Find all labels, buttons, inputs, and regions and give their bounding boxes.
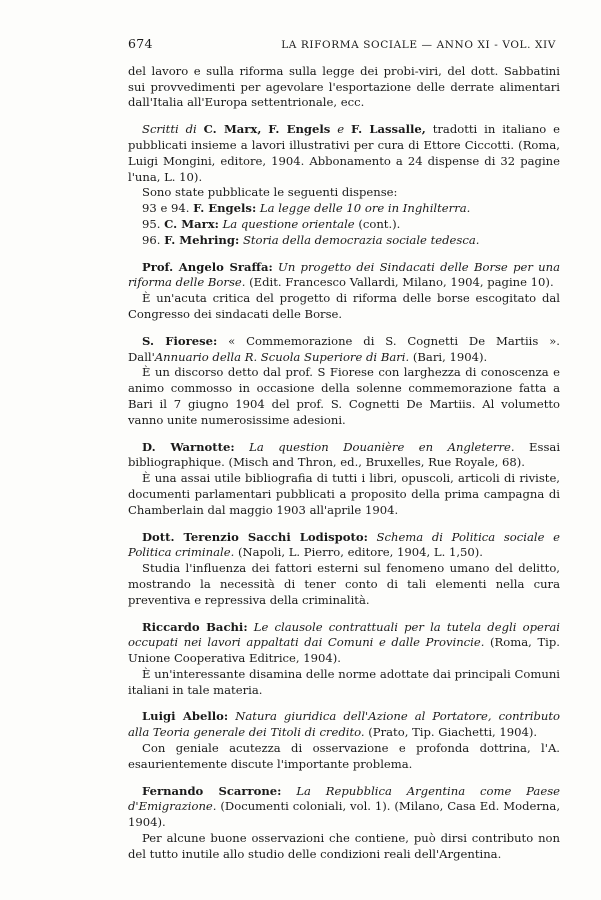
entry-publication: (Bari, 1904). xyxy=(412,349,488,364)
entry-sacchi xyxy=(128,530,560,609)
list-item xyxy=(128,217,560,233)
item-number: 93 e 94. xyxy=(142,201,190,216)
entry-abello xyxy=(128,709,560,772)
entry-body: È una assai utile bibliografia di tutti i libri, opuscoli, articoli di riviste, documenti parlamentari pubblicati a proposito della prima campagna di Chamberlain dal maggio 1903 all'aprile 1904. xyxy=(128,471,560,517)
entry-title-prefix: Scritti di xyxy=(142,122,197,137)
entry-warnotte xyxy=(128,440,560,519)
page-number: 674 xyxy=(128,36,153,51)
entry-fiorese xyxy=(128,334,560,429)
entry-heading xyxy=(128,784,560,831)
entry-author: Dott. Terenzio Sacchi Lodispoto: xyxy=(142,529,368,544)
running-header xyxy=(128,36,560,54)
entry-title: « Commemorazione di S. Cognetti De Martiis ». xyxy=(228,333,560,348)
entry-author: Riccardo Bachi: xyxy=(142,619,248,634)
entry-title: Natura giuridica dell'Azione al Portatore, contributo alla Teoria generale dei Titoli di credito. xyxy=(128,709,560,740)
entry-author: Prof. Angelo Sraffa: xyxy=(142,259,273,274)
entry-title: La Repubblica Argentina come Paese d'Emigrazione. xyxy=(128,783,561,814)
entry-author: S. Fiorese: xyxy=(142,333,218,348)
entry-heading xyxy=(128,620,560,667)
entry-title: Un progetto dei Sindacati delle Borse per una riforma delle Borse. xyxy=(128,259,561,290)
entry-author: Luigi Abello: xyxy=(142,709,229,724)
entry-publication: Essai bibliographique. (Misch and Thron, ed., Bruxelles, Rue Royale, 68). xyxy=(128,439,561,470)
entry-publication: tradotti in italiano e pubblicati insieme a lavori illustrativi per cura di Ettore Ciccotti. (Roma, Luigi Mongini, editore, 1904. Abbonamento a 24 dispense di 32 pagine l'una, L. 10). xyxy=(128,122,561,184)
entry-author: F. Engels xyxy=(268,122,331,137)
entry-publication: (Napoli, L. Pierro, editore, 1904, L. 1,50). xyxy=(237,545,483,560)
entry-body: Per alcune buone osservazioni che contiene, può dirsi contributo non del tutto inutile allo studio delle condizioni reali dell'Argentina. xyxy=(128,831,560,861)
entry-from: Dall' xyxy=(128,349,155,364)
entry-marx xyxy=(128,122,560,248)
item-title: La questione orientale xyxy=(222,216,355,231)
running-title: LA RIFORMA SOCIALE — ANNO XI - VOL. XIV xyxy=(281,39,556,51)
entry-publication: (Documenti coloniali, vol. 1). (Milano, Casa Ed. Moderna, 1904). xyxy=(128,799,560,830)
entry-body: È un'acuta critica del progetto di riforma delle borse escogitato dal Congresso dei sindacati delle Borse. xyxy=(128,291,560,321)
entry-body: Con geniale acutezza di osservazione e profonda dottrina, l'A. esaurientemente discute l'importante problema. xyxy=(128,741,560,771)
entry-source: Annuario della R. Scuola Superiore di Bari. xyxy=(154,349,410,364)
entry-body: Studia l'influenza dei fattori esterni sul fenomeno umano del delitto, mostrando la necessità di tener conto di tali elementi nella cura preventiva e repressiva della criminalità. xyxy=(128,561,560,607)
item-number: 96. xyxy=(142,232,161,247)
entry-heading xyxy=(128,440,560,472)
entry-publication: (Edit. Francesco Vallardi, Milano, 1904, pagine 10). xyxy=(249,275,554,290)
entry-heading xyxy=(128,122,560,185)
entry-title: Schema di Politica sociale e Politica criminale. xyxy=(128,529,560,560)
list-item xyxy=(128,233,560,249)
item-number: 95. xyxy=(142,216,161,231)
item-note: (cont.). xyxy=(358,216,401,231)
entry-author: F. Lassalle, xyxy=(351,122,426,137)
item-author: F. Engels: xyxy=(193,201,257,216)
item-author: C. Marx: xyxy=(164,216,219,231)
entry-author: Fernando Scarrone: xyxy=(142,783,282,798)
entry-bachi xyxy=(128,620,560,699)
entry-author: C. Marx, xyxy=(203,122,262,137)
entry-body: Sono state pubblicate le seguenti dispense: xyxy=(142,185,398,200)
entry-heading xyxy=(128,260,560,292)
entry-heading xyxy=(128,709,560,741)
entry-heading xyxy=(128,530,560,562)
entry-author: D. Warnotte: xyxy=(142,439,235,454)
entry-title: La question Douanière en Angleterre. xyxy=(249,439,515,454)
item-title: La legge delle 10 ore in Inghilterra. xyxy=(259,201,471,216)
list-item xyxy=(128,201,560,217)
entry-body: È un'interessante disamina delle norme adottate dai principali Comuni italiani in tale materia. xyxy=(128,666,560,697)
page xyxy=(128,36,560,863)
entry-publication: (Prato, Tip. Giachetti, 1904). xyxy=(368,725,538,740)
item-author: F. Mehring: xyxy=(164,232,240,247)
entry-title: Le clausole contrattuali per la tutela degli operai occupati nei lavori appaltati dai Comuni e dalle Provincie. xyxy=(128,619,561,650)
entry-publication: (Roma, Tip. Unione Cooperativa Editrice, 1904). xyxy=(128,635,560,666)
entry-body: È un discorso detto dal prof. S Fiorese con larghezza di conoscenza e animo commosso in occasione della solenne commemorazione fatta a Bari il 7 giugno 1904 del prof. S. Cognetti De Martiis. Al volumetto vanno unite numerosissime adesioni. xyxy=(128,365,560,427)
entry-sraffa xyxy=(128,260,560,323)
continuation-paragraph: del lavoro e sulla riforma sulla legge dei probi-viri, del dott. Sabbatini sui provvedimenti per agevolare l'esportazione delle derrate alimentari dall'Italia all'Europa settentrionale, ecc. xyxy=(128,63,560,110)
entry-conjunction: e xyxy=(337,122,345,137)
entry-scarrone xyxy=(128,784,560,863)
entry-heading xyxy=(128,334,560,366)
item-title: Storia della democrazia sociale tedesca. xyxy=(242,232,480,247)
